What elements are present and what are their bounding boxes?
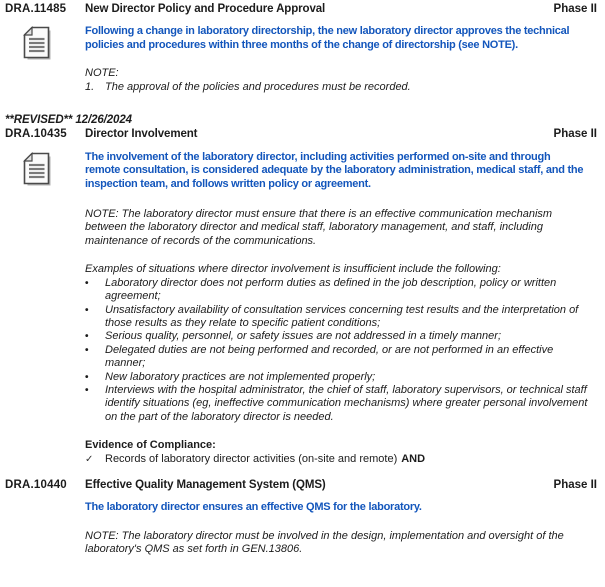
item-content [85,501,597,571]
item-title: Effective Quality Management System (QMS) [85,478,326,491]
bullet-icon: • [85,384,89,396]
phase-label: Phase II [553,3,597,15]
item-code: DRA.11485 [5,3,67,15]
example-bullet-item [85,304,595,331]
bullet-icon: • [85,277,89,289]
checklist-item-dra-10435 [5,114,597,466]
item-content [85,25,597,94]
bullet-text: Laboratory director does not perform duties as defined in the job description, policy or written agreement; [105,276,557,303]
item-title: New Director Policy and Procedure Approval [85,3,326,15]
bullet-icon: • [85,331,89,343]
item-code: DRA.10440 [5,478,67,491]
checklist-item-dra-11485 [5,3,597,94]
example-bullet-item [85,277,595,304]
item-header [5,3,597,16]
bullet-icon: • [85,304,89,316]
example-bullet-item [85,371,595,384]
note-text: NOTE: The laboratory director must be involved in the design, implementation and oversight of the laboratory's QMS as set forth in GEN.13806. [85,529,564,556]
item-body [5,151,597,466]
example-bullet-item [85,384,595,424]
note-block [85,67,595,94]
checkmark-icon: ✓ [85,453,94,465]
examples-intro: Examples of situations where director involvement is insufficient include the following: [85,263,501,276]
item-gutter [5,25,85,94]
evidence-item [85,453,595,466]
bullet-text: Unsatisfactory availability of consultation services concerning test results and the interpretation of those results as they relate to specific patient conditions; [105,303,579,329]
item-body [5,25,597,94]
evidence-item-text [105,453,595,466]
phase-label: Phase II [553,128,597,141]
bullet-icon: • [85,344,89,356]
evidence-and-text: AND [401,452,426,465]
item-gutter [5,151,85,466]
item-header [5,479,597,492]
note-item-number: 1. [85,80,95,93]
document-icon [22,26,53,66]
item-body [5,501,597,571]
item-code: DRA.10435 [5,128,67,141]
requirement-text: The involvement of the laboratory director, including activities performed on-site and through remote consultation, is considered adequate by the laboratory administration, medical staff, and the inspection team, and follows written policy or agreement. [85,150,584,190]
requirement-text: Following a change in laboratory directorship, the new laboratory director approves the technical policies and procedures within three months of the change of directorship (see NOTE). [85,25,570,51]
checklist-item-dra-10440 [5,479,597,572]
evidence-of-compliance-label: Evidence of Compliance: [85,439,216,452]
requirement-text: The laboratory director ensures an effective QMS for the laboratory. [85,501,422,514]
note-item-text: The approval of the policies and procedures must be recorded. [105,80,411,93]
bullet-text: Serious quality, personnel, or safety issues are not addressed in a timely manner; [105,330,501,343]
bullet-text: Delegated duties are not being performed and recorded, or are not performed in an effective manner; [105,343,554,370]
example-bullet-item [85,330,595,343]
note-label: NOTE: [85,67,119,80]
example-bullet-item [85,344,595,371]
revised-flag: **REVISED** 12/26/2024 [5,114,132,127]
item-gutter [5,501,85,571]
bullet-icon: • [85,371,89,383]
document-icon [22,152,53,192]
item-title: Director Involvement [85,128,198,141]
item-content [85,151,597,466]
note-text: NOTE: The laboratory director must ensure that there is an effective communication mechanism between the laboratory director and medical staff, laboratory management, and staff, including maintenance of records of the communications. [85,208,553,247]
evidence-item-body: Records of laboratory director activities (on-site and remote) [105,452,398,465]
bullet-text: New laboratory practices are not implemented properly; [105,370,376,383]
note-numbered-item [85,81,595,94]
bullet-text: Interviews with the hospital administrator, the chief of staff, laboratory supervisors, or technical staff identify situations (eg, ineffective communication mechanisms) where greater personal involvement on the part of the laboratory director is needed. [105,383,588,423]
item-header [5,128,597,141]
phase-label: Phase II [553,478,597,491]
